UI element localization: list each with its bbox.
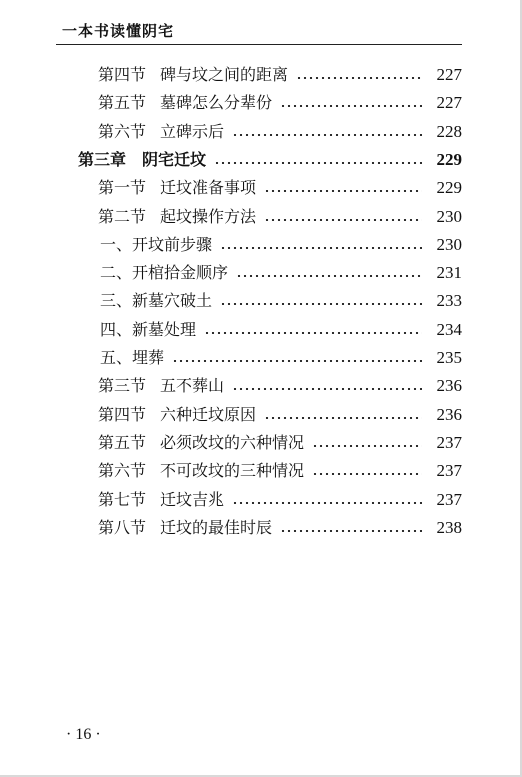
toc-entry-title: 六种迁坟原因 (160, 405, 257, 424)
dot-leader (204, 332, 422, 334)
toc-entry-number: 第六节 (98, 461, 147, 480)
dot-leader (264, 417, 422, 419)
toc-entry-number: 五、 (100, 348, 133, 367)
toc-entry-label (100, 318, 196, 342)
toc-entry-label (98, 63, 288, 87)
toc-page-number: 237 (436, 461, 462, 480)
toc-page-number: 229 (436, 150, 462, 169)
toc-entry-number: 第七节 (98, 490, 147, 509)
toc-entry-title: 开坟前步骤 (132, 235, 213, 254)
toc-entry-title: 阴宅迁坟 (142, 150, 207, 169)
toc-entry-title: 碑与坟之间的距离 (160, 65, 289, 84)
dot-leader (172, 360, 422, 362)
toc-entry (98, 63, 462, 87)
toc-entry-label (98, 431, 304, 455)
dot-leader (312, 473, 422, 475)
toc-page-number: 237 (436, 433, 462, 452)
toc-page-number: 237 (436, 490, 462, 509)
dot-leader (280, 105, 422, 107)
dot-leader (236, 275, 422, 277)
toc-entry (98, 488, 462, 512)
toc-page-number: 229 (436, 178, 462, 197)
toc-entry-number: 二、 (100, 263, 133, 282)
toc-entry-label (98, 459, 304, 483)
toc-entry-title: 迁坟准备事项 (160, 178, 257, 197)
toc-entry-number: 第八节 (98, 518, 147, 537)
dot-leader (264, 219, 422, 221)
toc-entry-title: 迁坟的最佳时辰 (160, 518, 273, 537)
toc-entry-label (98, 488, 224, 512)
toc-page-number: 227 (436, 65, 462, 84)
toc-entry-label (100, 289, 212, 313)
footer-page-number: · 16 · (66, 726, 101, 743)
toc-entry-number: 一、 (100, 235, 133, 254)
toc-page-number: 233 (436, 291, 462, 310)
toc-entry (100, 261, 462, 285)
toc-entry-number: 第二节 (98, 207, 147, 226)
header-rule (56, 44, 462, 45)
toc-entry (78, 148, 462, 172)
toc-entry-label (100, 261, 228, 285)
toc-page-number: 235 (436, 348, 462, 367)
toc-entry-label (78, 148, 206, 172)
toc-entry-number: 四、 (100, 320, 133, 339)
dot-leader (264, 190, 422, 192)
toc-entry-title: 开棺拾金顺序 (132, 263, 229, 282)
toc-entry-number: 第三节 (98, 376, 147, 395)
toc-page-number: 236 (436, 376, 462, 395)
toc-entry (98, 403, 462, 427)
dot-leader (296, 77, 422, 79)
toc-entry-number: 第四节 (98, 405, 147, 424)
toc-entry-number: 三、 (100, 291, 133, 310)
toc-entry-number: 第五节 (98, 433, 147, 452)
toc-entry-label (98, 205, 256, 229)
toc-entry-title: 五不葬山 (160, 376, 225, 395)
toc-entry-title: 不可改坟的三种情况 (160, 461, 305, 480)
dot-leader (232, 388, 422, 390)
toc-entry-label (100, 233, 212, 257)
toc-entry-label (98, 374, 224, 398)
toc-entry-title: 立碑示后 (160, 122, 225, 141)
toc-entry-title: 新墓穴破土 (132, 291, 213, 310)
toc-entry (100, 233, 462, 257)
toc-page-number: 230 (436, 235, 462, 254)
dot-leader (220, 303, 422, 305)
toc-entry (98, 120, 462, 144)
toc-entry (100, 346, 462, 370)
toc-entry (98, 431, 462, 455)
toc-page-number: 234 (436, 320, 462, 339)
toc-page-number: 236 (436, 405, 462, 424)
toc-entry-title: 必须改坟的六种情况 (160, 433, 305, 452)
toc-entry (98, 459, 462, 483)
dot-leader (214, 162, 422, 164)
toc-page-number: 238 (436, 518, 462, 537)
toc-entry-number: 第三章 (78, 150, 127, 169)
toc-entry-title: 埋葬 (132, 348, 165, 367)
toc-entry-label (98, 120, 224, 144)
toc-page-number: 230 (436, 207, 462, 226)
dot-leader (280, 530, 422, 532)
toc-entry (98, 205, 462, 229)
dot-leader (232, 502, 422, 504)
running-header: 一本书读懂阴宅 (62, 22, 175, 40)
toc-entry-title: 迁坟吉兆 (160, 490, 225, 509)
toc-entry (98, 516, 462, 540)
toc-entry-number: 第六节 (98, 122, 147, 141)
toc-entry-label (100, 346, 164, 370)
toc-page-number: 228 (436, 122, 462, 141)
toc-entry-label (98, 91, 272, 115)
toc-entry (100, 318, 462, 342)
toc-entry (98, 374, 462, 398)
toc-entry-title: 新墓处理 (132, 320, 197, 339)
toc-entry-label (98, 516, 272, 540)
dot-leader (220, 247, 422, 249)
toc-entry (98, 91, 462, 115)
toc-entry-number: 第五节 (98, 93, 147, 112)
toc-entry (100, 289, 462, 313)
toc-entry-title: 起坟操作方法 (160, 207, 257, 226)
toc-entry-number: 第一节 (98, 178, 147, 197)
toc-entry-number: 第四节 (98, 65, 147, 84)
dot-leader (312, 445, 422, 447)
dot-leader (232, 134, 422, 136)
toc-page-number: 231 (436, 263, 462, 282)
toc-entry-label (98, 176, 256, 200)
toc-entry-title: 墓碑怎么分辈份 (160, 93, 273, 112)
toc-entry (98, 176, 462, 200)
toc-page-number: 227 (436, 93, 462, 112)
toc-entry-label (98, 403, 256, 427)
